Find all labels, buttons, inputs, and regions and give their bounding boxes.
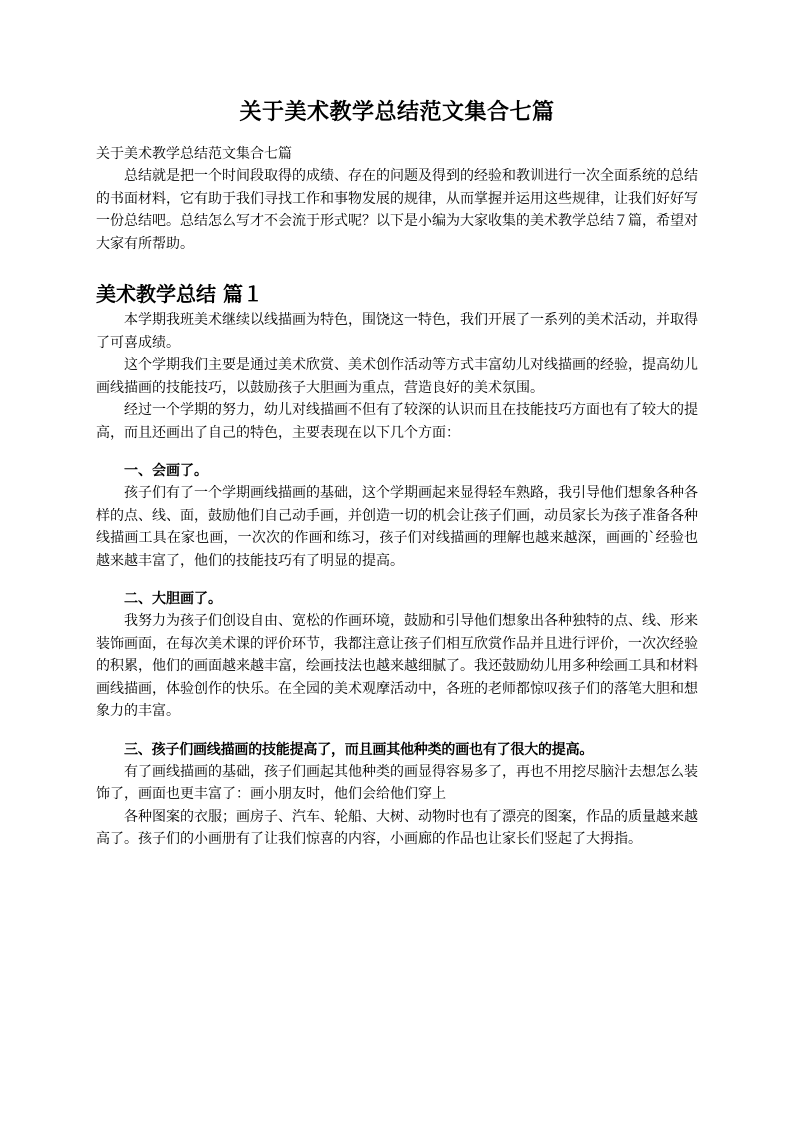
point-1-heading: 一、会画了。: [124, 463, 208, 479]
section-heading: 美术教学总结 篇１: [96, 282, 263, 306]
point-3-heading: 三、孩子们画线描画的技能提高了，而且画其他种类的画也有了很大的提高。: [124, 741, 594, 758]
intro-paragraph: 总结就是把一个时间段取得的成绩、存在的问题及得到的经验和教训进行一次全面系统的总结的书面材料，它有助于我们寻找工作和事物发展的规律，从而掌握并运用这些规律，让我们好好写一份总结吧。总结怎么写才不会流于形式呢？以下是小编为大家收集的美术教学总结７篇，希望对大家有所帮助。: [96, 168, 698, 252]
point-3-paragraph-1: 有了画线描画的基础，孩子们画起其他种类的画显得容易多了，再也不用挖尽脑汁去想怎么装饰了，画面也更丰富了：画小朋友时，他们会给他们穿上: [96, 763, 698, 802]
document-subtitle: 关于美术教学总结范文集合七篇: [96, 146, 292, 162]
point-2-paragraph: 我努力为孩子们创设自由、宽松的作画环境，鼓励和引导他们想象出各种独特的点、线、形来装饰画面，在每次美术课的评价环节，我都注意让孩子们相互欣赏作品并且进行评价，一次次经验的积累，他们的画面越来越丰富，绘画技法也越来越细腻了。我还鼓励幼儿用多种绘画工具和材料画线描画，体验创作的快乐。在全园的美术观摩活动中，各班的老师都惊叹孩子们的落笔大胆和想象力的丰富。: [96, 613, 698, 719]
point-2-heading: 二、大胆画了。: [124, 591, 222, 607]
paragraph-3: 经过一个学期的努力，幼儿对线描画不但有了较深的认识而且在技能技巧方面也有了较大的提高，而且还画出了自己的特色，主要表现在以下几个方面：: [96, 402, 698, 441]
paragraph-1: 本学期我班美术继续以线描画为特色，围饶这一特色，我们开展了一系列的美术活动，并取得了可喜成绩。: [96, 312, 698, 351]
document-page: [96, 95, 698, 851]
point-1-paragraph: 孩子们有了一个学期画线描画的基础，这个学期画起来显得轻车熟路，我引导他们想象各种各样的点、线、面，鼓励他们自己动手画，并创造一切的机会让孩子们画，动员家长为孩子准备各种线描画工具在家也画，一次次的作画和练习，孩子们对线描画的理解也越来越深，画画的`经验也越来越丰富了，他们的技能技巧有了明显的提高。: [96, 485, 698, 569]
document-title: 关于美术教学总结范文集合七篇: [239, 99, 555, 125]
paragraph-2: 这个学期我们主要是通过美术欣赏、美术创作活动等方式丰富幼儿对线描画的经验，提高幼儿画线描画的技能技巧，以鼓励孩子大胆画为重点，营造良好的美术氛围。: [96, 357, 698, 396]
point-3-paragraph-2: 各种图案的衣服；画房子、汽车、轮船、大树、动物时也有了漂亮的图案，作品的质量越来越高了。孩子们的小画册有了让我们惊喜的内容，小画廊的作品也让家长们竖起了大拇指。: [96, 808, 698, 847]
